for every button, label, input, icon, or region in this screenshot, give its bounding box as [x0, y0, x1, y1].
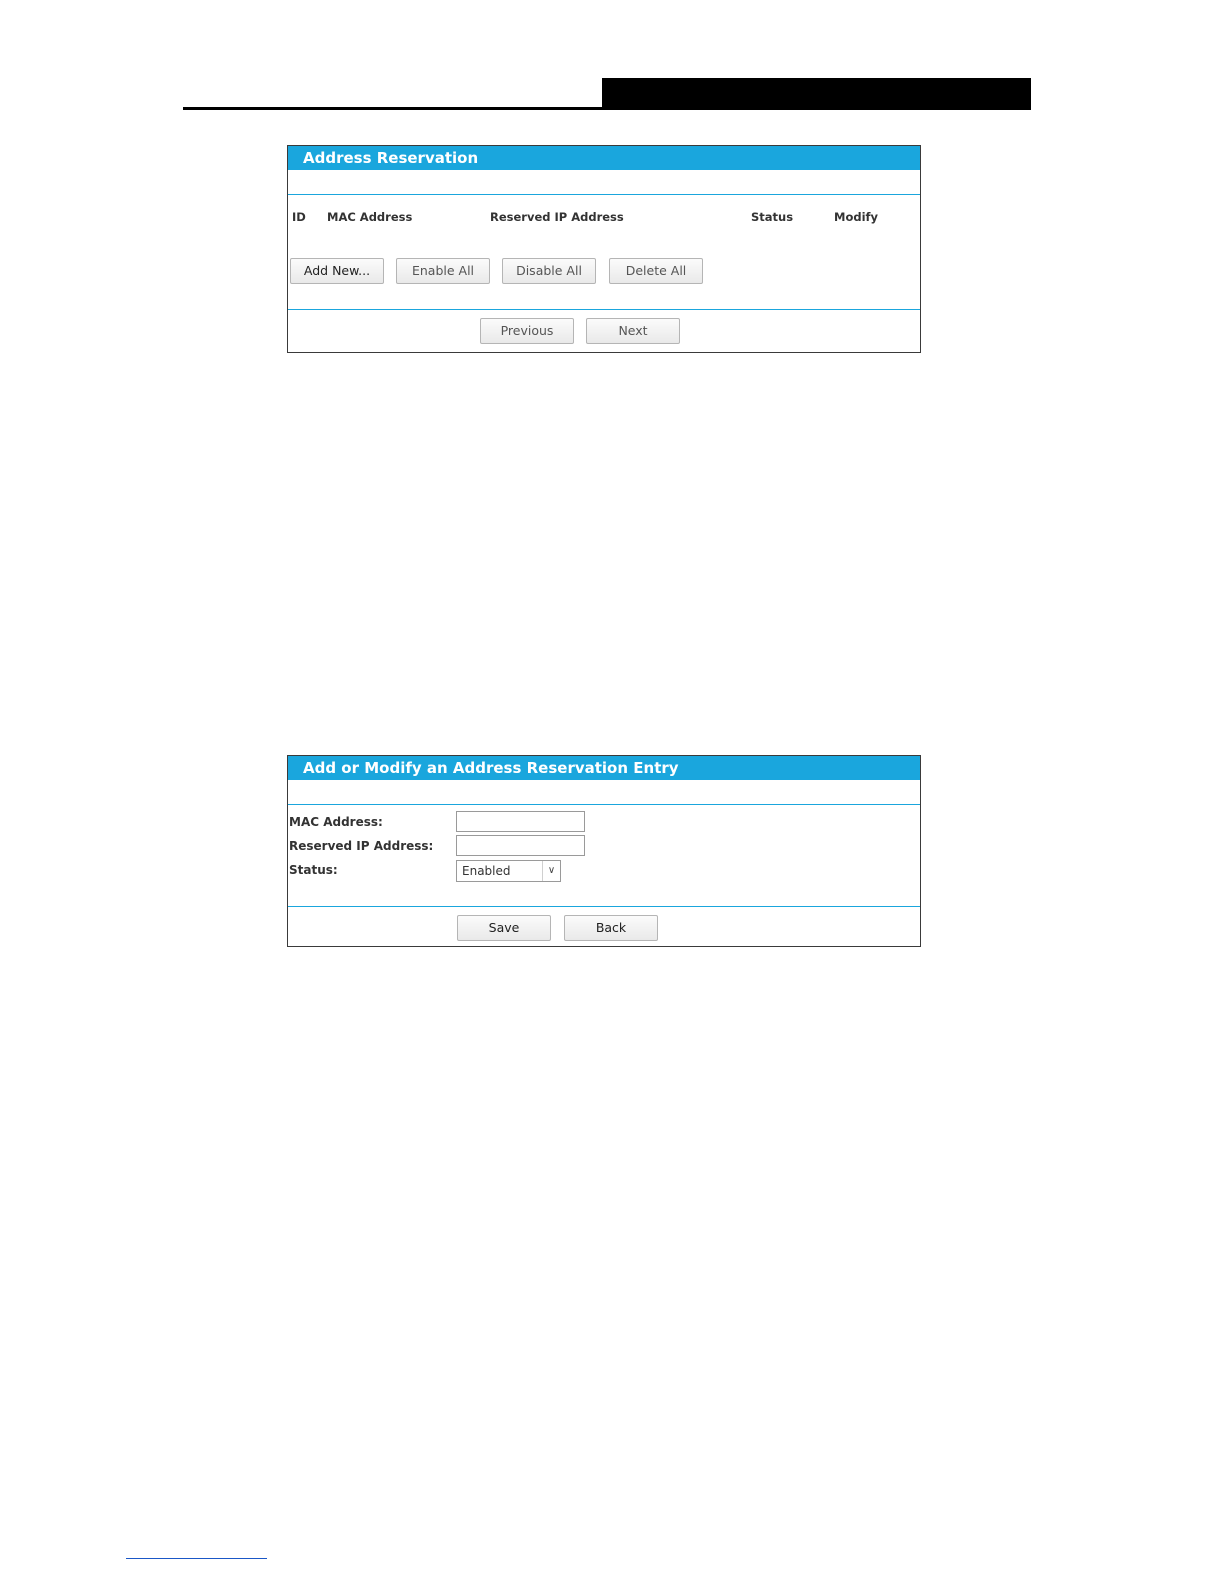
- panel-title: Add or Modify an Address Reservation Entry: [288, 756, 920, 780]
- document-header-rule: [183, 107, 1031, 110]
- status-select-value: Enabled: [462, 864, 511, 878]
- column-header-id: ID: [292, 210, 306, 224]
- back-button[interactable]: Back: [564, 915, 658, 941]
- column-header-mac-address: MAC Address: [327, 210, 413, 224]
- document-header-bar: [602, 78, 1031, 109]
- panel-divider: [288, 906, 920, 907]
- mac-address-field[interactable]: [456, 811, 585, 832]
- reserved-ip-field[interactable]: [456, 835, 585, 856]
- column-header-reserved-ip: Reserved IP Address: [490, 210, 624, 224]
- save-button[interactable]: Save: [457, 915, 551, 941]
- status-select[interactable]: [456, 860, 561, 882]
- disable-all-button[interactable]: Disable All: [502, 258, 596, 284]
- enable-all-button[interactable]: Enable All: [396, 258, 490, 284]
- column-header-modify: Modify: [834, 210, 879, 224]
- status-label: Status:: [289, 863, 338, 877]
- panel-title: Address Reservation: [288, 146, 920, 170]
- previous-button[interactable]: Previous: [480, 318, 574, 344]
- add-new-button[interactable]: Add New...: [290, 258, 384, 284]
- panel-title-spacer: [288, 170, 920, 195]
- panel-title-spacer: [288, 780, 920, 805]
- panel-divider: [288, 309, 920, 310]
- document-footer-link-underline: [126, 1558, 267, 1559]
- chevron-down-icon[interactable]: ∨: [542, 861, 560, 881]
- add-modify-entry-panel: [287, 755, 921, 947]
- delete-all-button[interactable]: Delete All: [609, 258, 703, 284]
- mac-address-label: MAC Address:: [289, 815, 383, 829]
- next-button[interactable]: Next: [586, 318, 680, 344]
- address-reservation-panel: [287, 145, 921, 353]
- column-header-status: Status: [751, 210, 794, 224]
- reserved-ip-label: Reserved IP Address:: [289, 839, 434, 853]
